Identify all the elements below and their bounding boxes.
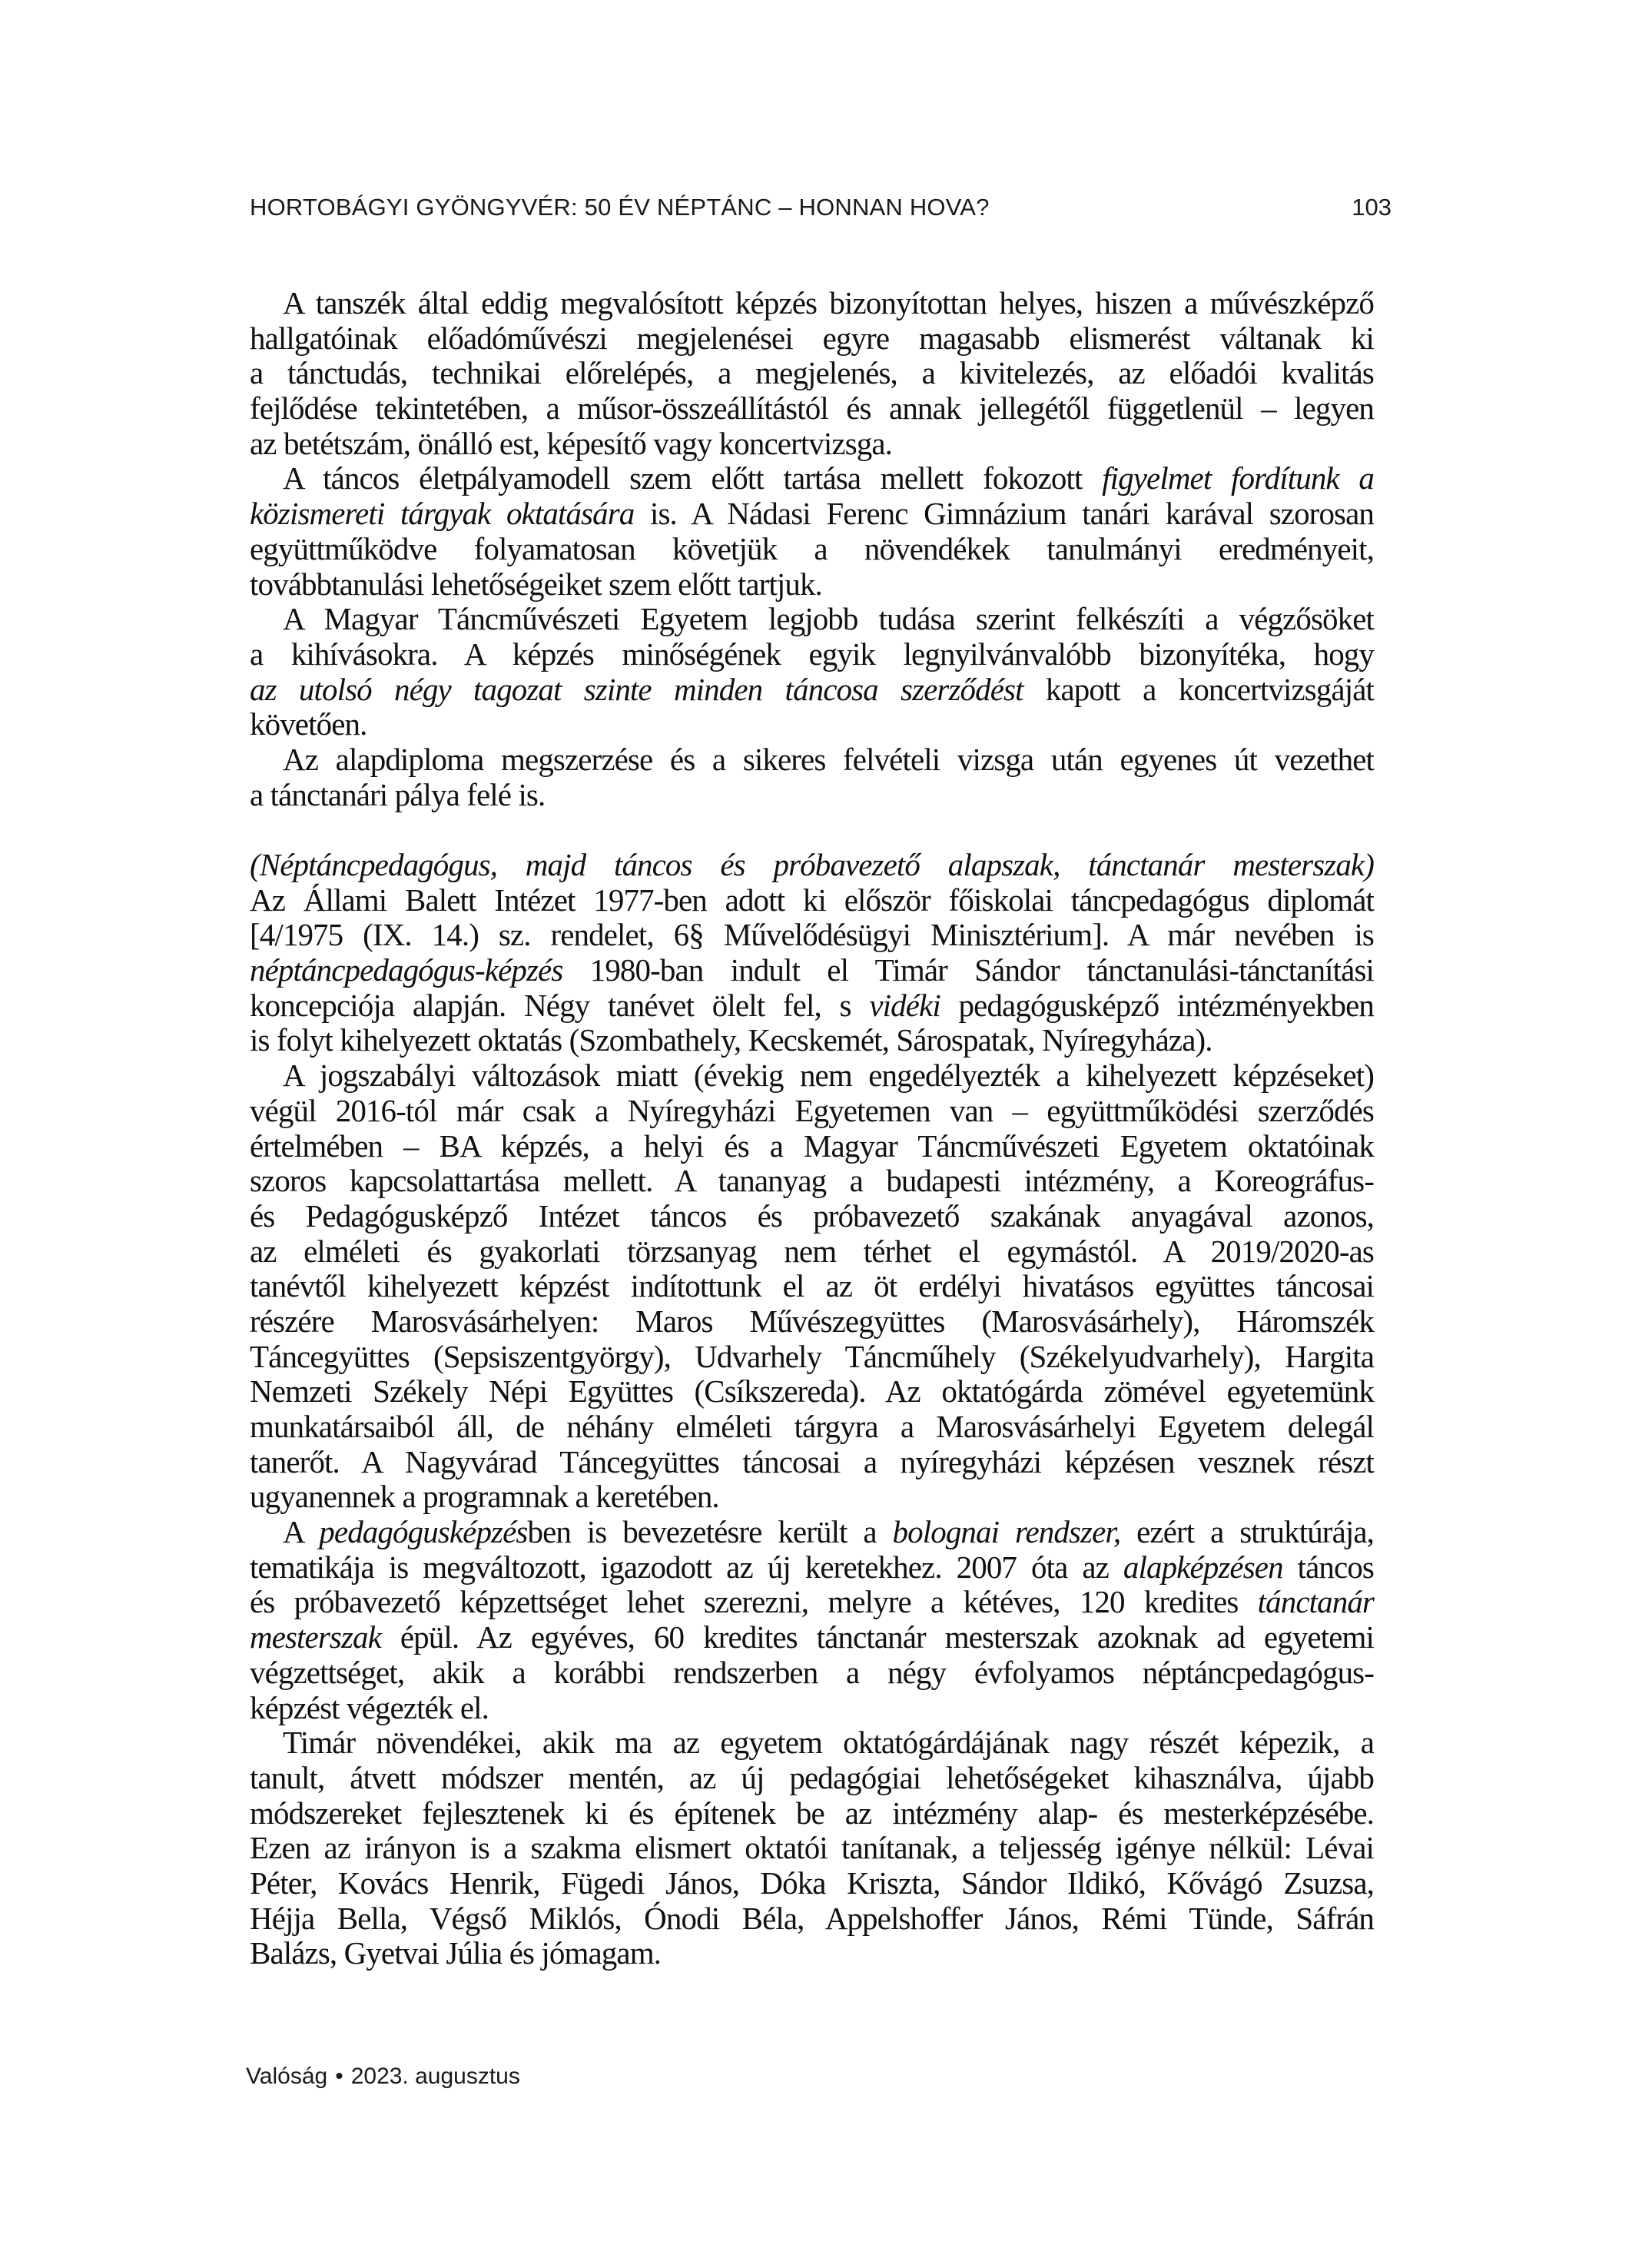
text-line xyxy=(250,1831,1374,1866)
page-footer xyxy=(246,2063,520,2090)
text-run: módszereket fejlesztenek ki és építenek be az intézmény alap- és mesterképzésébe. xyxy=(250,1795,1374,1831)
text-line xyxy=(250,1691,1374,1726)
text-line xyxy=(250,1094,1374,1129)
text-line xyxy=(250,1234,1374,1270)
text-line xyxy=(250,496,1374,532)
text-run: A táncos életpályamodell szem előtt tartása mellett fokozott xyxy=(283,460,1103,496)
italic-text: pedagógusképzés xyxy=(319,1514,528,1550)
text-run: táncos xyxy=(1282,1549,1374,1585)
text-run: A Magyar Táncművészeti Egyetem legjobb tudása szerint felkészíti a végzősöket xyxy=(283,601,1374,637)
text-run: hallgatóinak előadóművészi megjelenései egyre magasabb elismerést váltanak ki xyxy=(250,320,1374,356)
text-run: végzettséget, akik a korábbi rendszerben a négy évfolyamos néptáncpedagógus- xyxy=(250,1654,1374,1690)
blank-line xyxy=(250,812,1374,848)
italic-text: mesterszak xyxy=(250,1619,381,1655)
text-line xyxy=(250,1796,1374,1831)
italic-text: (Néptáncpedagógus, majd táncos és próbavezető alapszak, tánctanár mesterszak) xyxy=(250,847,1374,882)
italic-text: alapképzésen xyxy=(1123,1549,1283,1585)
text-line xyxy=(250,883,1374,918)
text-run: szoros kapcsolattartása mellett. A tananyag a budapesti intézmény, a Koreográfus- xyxy=(250,1163,1374,1199)
text-line xyxy=(250,532,1374,567)
text-line xyxy=(250,1445,1374,1480)
italic-text: az utolsó négy tagozat szinte minden táncosa szerződést xyxy=(250,671,1023,707)
text-line xyxy=(250,356,1374,391)
text-line xyxy=(250,1410,1374,1445)
text-run: ben is bevezetésre került a xyxy=(527,1514,893,1550)
text-line xyxy=(250,1340,1374,1375)
section-heading xyxy=(250,848,1374,883)
text-line xyxy=(250,1620,1374,1655)
text-line xyxy=(250,742,1374,778)
text-run: és próbavezető képzettséget lehet szerezni, melyre a kétéves, 120 kredites xyxy=(250,1584,1258,1620)
text-run: A tanszék által eddig megvalósított képzés bizonyítottan helyes, hiszen a művészképző xyxy=(283,285,1374,320)
italic-text: néptáncpedagógus-képzés xyxy=(250,952,563,988)
italic-text: vidéki xyxy=(869,987,940,1023)
text-run: értelmében – BA képzés, a helyi és a Magyar Táncművészeti Egyetem oktatóinak xyxy=(250,1127,1374,1164)
page-number: 103 xyxy=(1352,194,1392,221)
text-line xyxy=(250,321,1374,357)
text-run: A jogszabályi változások miatt (évekig nem engedélyezték a kihelyezett képzéseket) xyxy=(283,1058,1374,1094)
text-run: az elméleti és gyakorlati törzsanyag nem térhet el egymástól. A 2019/2020-as xyxy=(250,1233,1374,1269)
text-line xyxy=(250,953,1374,988)
text-run: Ezen az irányon is a szakma elismert oktatói tanítanak, a teljesség igénye nélkül: Lévai xyxy=(250,1830,1374,1866)
italic-text: bolognai rendszer, xyxy=(892,1514,1121,1550)
text-run: épül. Az egyéves, 60 kredites tánctanár mesterszak azoknak ad egyetemi xyxy=(380,1619,1374,1655)
text-line xyxy=(250,918,1374,953)
italic-text: közismereti tárgyak oktatására xyxy=(250,496,635,532)
text-run: Balázs, Gyetvai Júlia és jómagam. xyxy=(250,1935,662,1971)
running-title: HORTOBÁGYI GYÖNGYVÉR: 50 ÉV NÉPTÁNC – HONNAN HOVA? xyxy=(250,194,990,221)
text-run: és Pedagógusképző Intézet táncos és próbavezető szakának anyagával azonos, xyxy=(250,1197,1374,1234)
text-line xyxy=(250,1936,1374,1971)
text-run: fejlődése tekintetében, a műsor-összeállítástól és annak jellegétől függetlenül – legyen xyxy=(250,390,1374,427)
text-run: együttműködve folyamatosan követjük a növendékek tanulmányi eredményeit, xyxy=(250,530,1374,566)
text-line xyxy=(250,461,1374,496)
text-line xyxy=(250,1901,1374,1937)
text-run: [4/1975 (IX. 14.) sz. rendelet, 6§ Művelődésügyi Minisztérium]. A már nevében is xyxy=(250,917,1374,953)
text-run: Héjja Bella, Végső Miklós, Ónodi Béla, Appelshoffer János, Rémi Tünde, Sáfrán xyxy=(250,1900,1374,1936)
text-line xyxy=(250,1866,1374,1901)
issue-date: 2023. augusztus xyxy=(350,2064,520,2089)
text-line xyxy=(250,637,1374,672)
text-line xyxy=(250,778,1374,813)
text-run: az betétszám, önálló est, képesítő vagy koncertvizsga. xyxy=(250,425,893,461)
text-line xyxy=(250,1761,1374,1796)
bullet-separator: • xyxy=(335,2064,343,2089)
text-run: Az Állami Balett Intézet 1977-ben adott ki először főiskolai táncpedagógus diplomát xyxy=(250,882,1374,918)
italic-text: tánctanár xyxy=(1257,1584,1374,1620)
text-run: Táncegyüttes (Sepsiszentgyörgy), Udvarhely Táncműhely (Székelyudvarhely), Hargita xyxy=(250,1338,1374,1374)
text-line xyxy=(250,1129,1374,1164)
text-run: a tánctanári pálya felé is. xyxy=(250,776,546,812)
running-header xyxy=(250,192,1392,223)
text-run: Péter, Kovács Henrik, Fügedi János, Dóka Kriszta, Sándor Ildikó, Kővágó Zsuzsa, xyxy=(250,1865,1374,1901)
text-line xyxy=(250,1199,1374,1234)
text-run: képzést végezték el. xyxy=(250,1689,489,1725)
text-run: tanévtől kihelyezett képzést indítottunk el az öt erdélyi hivatásos együttes táncosai xyxy=(250,1268,1374,1304)
journal-name: Valóság xyxy=(246,2064,328,2089)
text-run: tanerőt. A Nagyvárad Táncegyüttes táncosai a nyíregyházi képzésen vesznek részt xyxy=(250,1443,1374,1479)
text-line xyxy=(250,567,1374,603)
text-line xyxy=(250,1023,1374,1058)
text-line xyxy=(250,672,1374,708)
text-line xyxy=(250,391,1374,427)
text-line xyxy=(250,1515,1374,1550)
text-line xyxy=(250,286,1374,321)
text-line xyxy=(250,602,1374,637)
text-run: a tánctudás, technikai előrelépés, a megjelenés, a kivitelezés, az előadói kvalitás xyxy=(250,355,1374,391)
text-line xyxy=(250,707,1374,742)
text-run: is. A Nádasi Ferenc Gimnázium tanári karával szorosan xyxy=(634,496,1374,532)
text-run: továbbtanulási lehetőségeiket szem előtt tartjuk. xyxy=(250,566,822,602)
text-run: 1980-ban indult el Timár Sándor tánctanulási-tánctanítási xyxy=(562,952,1374,988)
text-run: részére Marosvásárhelyen: Maros Művészegyüttes (Marosvásárhely), Háromszék xyxy=(250,1303,1374,1339)
text-run: végül 2016-tól már csak a Nyíregyházi Egyetemen van – együttműködési szerződés xyxy=(250,1092,1374,1128)
text-run: Nemzeti Székely Népi Együttes (Csíkszereda). Az oktatógárda zömével egyetemünk xyxy=(250,1373,1374,1410)
text-run: A xyxy=(283,1514,320,1550)
text-run: is folyt kihelyezett oktatás (Szombathely, Kecskemét, Sárospatak, Nyíregyháza). xyxy=(250,1022,1212,1058)
text-line xyxy=(250,1585,1374,1620)
text-run: pedagógusképző intézményekben xyxy=(940,987,1374,1023)
text-line xyxy=(250,1374,1374,1410)
text-run: tematikája is megváltozott, igazodott az új keretekhez. 2007 óta az xyxy=(250,1549,1123,1585)
text-line xyxy=(250,427,1374,462)
text-line xyxy=(250,988,1374,1024)
text-run: a kihívásokra. A képzés minőségének egyik legnyilvánvalóbb bizonyítéka, hogy xyxy=(250,636,1374,672)
text-run: Az alapdiploma megszerzése és a sikeres felvételi vizsga után egyenes út vezethet xyxy=(283,741,1374,777)
text-run: ezért a struktúrája, xyxy=(1120,1514,1374,1550)
text-run: munkatársaiból áll, de néhány elméleti tárgyra a Marosvásárhelyi Egyetem delegál xyxy=(250,1409,1374,1444)
text-line xyxy=(250,1655,1374,1691)
text-line xyxy=(250,1550,1374,1586)
text-line xyxy=(250,1304,1374,1340)
italic-text: figyelmet fordítunk a xyxy=(1102,460,1374,496)
text-run: követően. xyxy=(250,706,367,742)
text-line xyxy=(250,1479,1374,1515)
text-line xyxy=(250,1164,1374,1199)
text-run: Timár növendékei, akik ma az egyetem oktatógárdájának nagy részét képezik, a xyxy=(283,1725,1374,1761)
text-run: koncepciója alapján. Négy tanévet ölelt fel, s xyxy=(250,987,870,1023)
text-run: ugyanennek a programnak a keretében. xyxy=(250,1479,719,1515)
text-line xyxy=(250,1269,1374,1304)
text-run: kapott a koncertvizsgáját xyxy=(1023,671,1374,707)
article-body xyxy=(250,286,1374,1971)
text-run: tanult, átvett módszer mentén, az új pedagógiai lehetőségeket kihasználva, újabb xyxy=(250,1759,1374,1795)
text-line xyxy=(250,1725,1374,1761)
text-line xyxy=(250,1058,1374,1094)
